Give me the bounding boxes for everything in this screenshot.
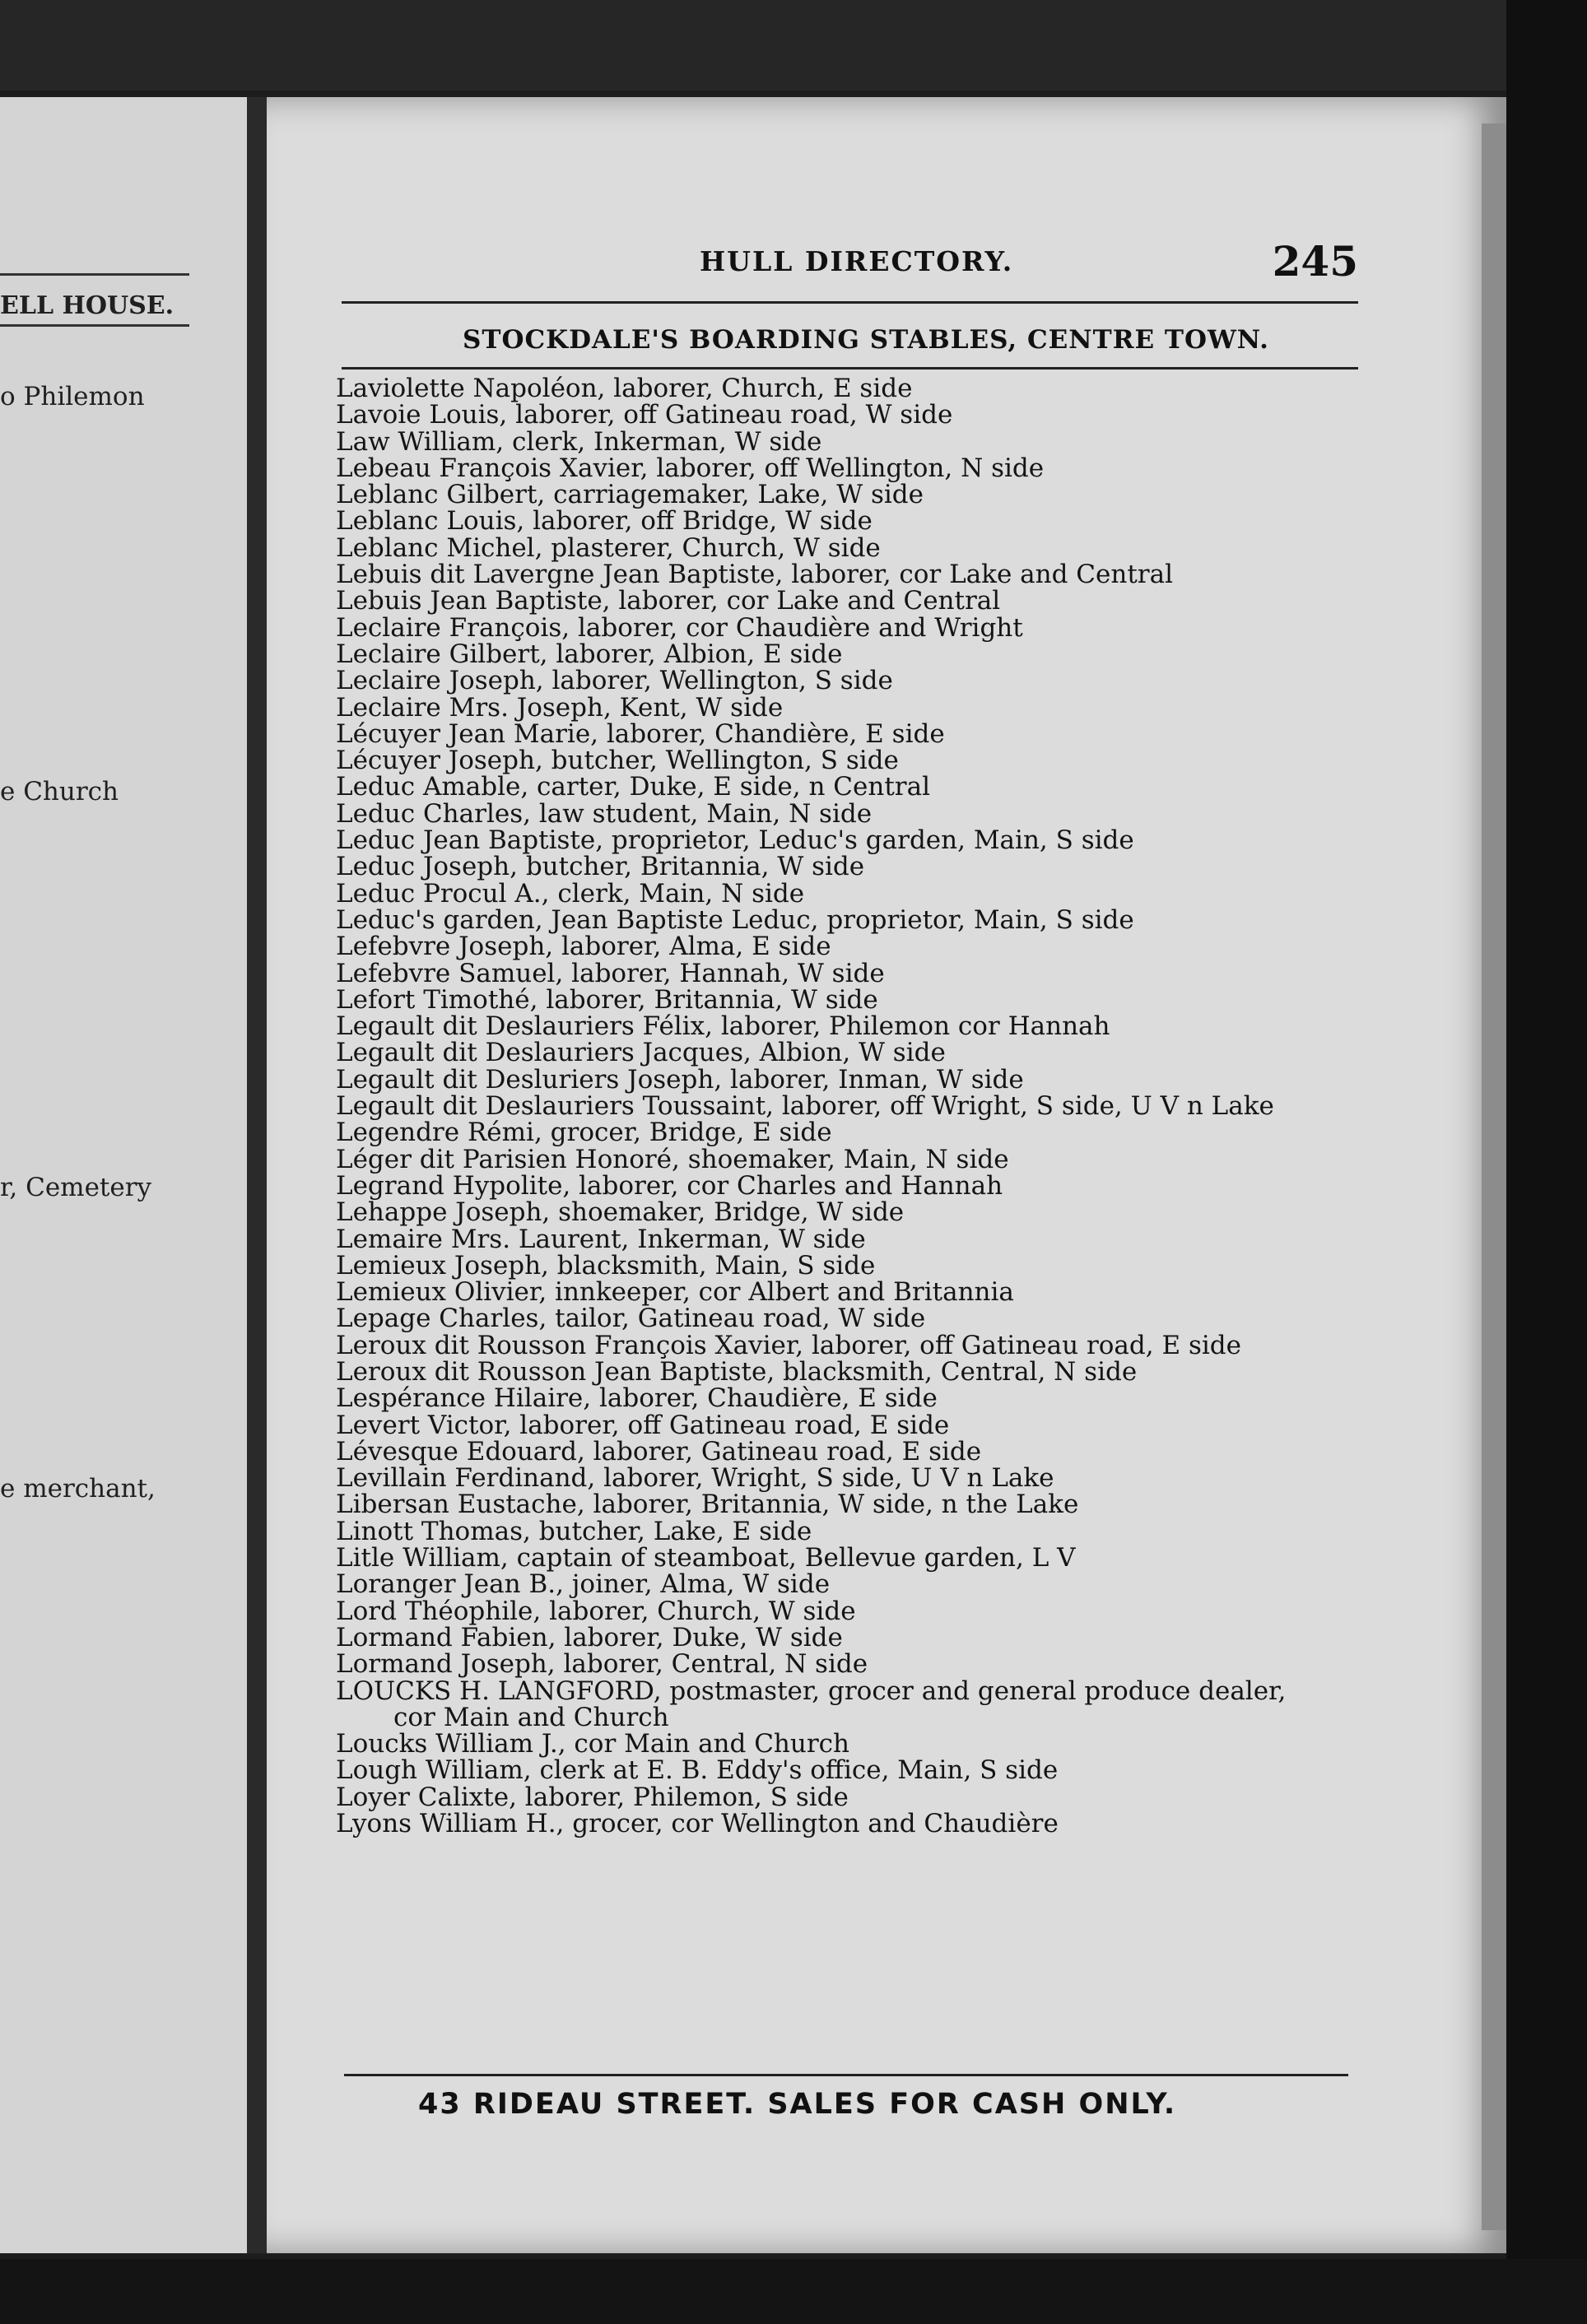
- directory-entry: Leclaire Gilbert, laborer, Albion, E side: [336, 639, 843, 669]
- facing-page-fragment: e Church: [0, 777, 119, 806]
- directory-entries: [336, 375, 1365, 1837]
- directory-entry: Lehappe Joseph, shoemaker, Bridge, W side: [336, 1197, 905, 1228]
- header-rule: [342, 301, 1358, 304]
- directory-entry: Lévesque Edouard, laborer, Gatineau road, E side: [336, 1436, 982, 1466]
- directory-entry: Lavoie Louis, laborer, off Gatineau road, W side: [336, 400, 953, 430]
- directory-entry: Lefebvre Samuel, laborer, Hannah, W side: [336, 958, 885, 988]
- directory-entry: Leclaire François, laborer, cor Chaudière and Wright: [336, 612, 1023, 643]
- directory-entry: Leduc Procul A., clerk, Main, N side: [336, 878, 805, 909]
- directory-entry: Libersan Eustache, laborer, Britannia, W side, n the Lake: [336, 1490, 1079, 1520]
- directory-entry: Lepage Charles, tailor, Gatineau road, W side: [336, 1304, 926, 1334]
- directory-entry: Lebuis Jean Baptiste, laborer, cor Lake and Central: [336, 586, 1001, 616]
- footer-rule: [344, 2074, 1348, 2076]
- directory-entry: Leduc Charles, law student, Main, N side: [336, 798, 873, 829]
- directory-entry: Leblanc Louis, laborer, off Bridge, W side: [336, 506, 873, 537]
- directory-entry: Leblanc Michel, plasterer, Church, W side: [336, 532, 881, 563]
- directory-entry: Lebuis dit Lavergne Jean Baptiste, laborer, cor Lake and Central: [336, 560, 1174, 590]
- directory-entry: Lebeau François Xavier, laborer, off Wellington, N side: [336, 453, 1045, 483]
- film-border-right: [1506, 0, 1587, 2324]
- directory-entry: Lécuyer Joseph, butcher, Wellington, S side: [336, 746, 899, 776]
- directory-entry: Leclaire Mrs. Joseph, Kent, W side: [336, 692, 784, 723]
- facing-page-rule: [0, 324, 189, 327]
- film-border-top: [0, 0, 1587, 91]
- directory-entry: Léger dit Parisien Honoré, shoemaker, Main, N side: [336, 1144, 1009, 1174]
- page-number: 245: [1272, 237, 1358, 286]
- directory-entry: Lemaire Mrs. Laurent, Inkerman, W side: [336, 1224, 866, 1254]
- directory-entry: Lormand Fabien, laborer, Duke, W side: [336, 1622, 843, 1652]
- directory-entry: Laviolette Napoléon, laborer, Church, E side: [336, 374, 913, 403]
- facing-page-header: ELL HOUSE.: [0, 291, 175, 320]
- directory-entry: Leclaire Joseph, laborer, Wellington, S side: [336, 666, 893, 696]
- facing-page-fragment: e merchant,: [0, 1474, 156, 1504]
- directory-entry: Leduc's garden, Jean Baptiste Leduc, proprietor, Main, S side: [336, 904, 1134, 935]
- directory-entry-continuation: cor Main and Church: [393, 1702, 669, 1732]
- directory-entry: Linott Thomas, butcher, Lake, E side: [336, 1516, 812, 1546]
- header-rule: [342, 367, 1358, 370]
- directory-entry: Legault dit Deslauriers Félix, laborer, Philemon cor Hannah: [336, 1011, 1110, 1042]
- directory-entry: Lyons William H., grocer, cor Wellington and Chaudière: [336, 1809, 1059, 1839]
- running-header: [346, 237, 1358, 295]
- directory-entry: Lefort Timothé, laborer, Britannia, W side: [336, 984, 878, 1015]
- top-advertisement: STOCKDALE'S BOARDING STABLES, CENTRE TOWN.: [463, 325, 1269, 355]
- facing-page: [0, 97, 247, 2253]
- directory-entry: Leduc Joseph, butcher, Britannia, W side: [336, 852, 865, 882]
- directory-entry: Levert Victor, laborer, off Gatineau road, E side: [336, 1410, 950, 1440]
- directory-entry: Leroux dit Rousson François Xavier, laborer, off Gatineau road, E side: [336, 1330, 1241, 1360]
- directory-entry: Legault dit Desluriers Joseph, laborer, Inman, W side: [336, 1064, 1024, 1095]
- facing-page-fragment: o Philemon: [0, 382, 145, 411]
- directory-entry: Levillain Ferdinand, laborer, Wright, S side, U V n Lake: [336, 1463, 1054, 1494]
- directory-entry: Loucks William J., cor Main and Church: [336, 1729, 850, 1759]
- bottom-advertisement: 43 RIDEAU STREET. SALES FOR CASH ONLY.: [418, 2088, 1177, 2121]
- directory-entry: Leduc Jean Baptiste, proprietor, Leduc's garden, Main, S side: [336, 825, 1134, 856]
- directory-entry: Lormand Joseph, laborer, Central, N side: [336, 1649, 868, 1680]
- facing-page-fragment: r, Cemetery: [0, 1173, 152, 1202]
- directory-entry: Leroux dit Rousson Jean Baptiste, blacksmith, Central, N side: [336, 1356, 1138, 1387]
- directory-entry: Legault dit Deslauriers Jacques, Albion, W side: [336, 1038, 946, 1068]
- directory-entry: Lemieux Olivier, innkeeper, cor Albert and Britannia: [336, 1277, 1014, 1308]
- directory-entry: Lefebvre Joseph, laborer, Alma, E side: [336, 932, 831, 962]
- page-title: HULL DIRECTORY.: [700, 245, 1014, 277]
- directory-entry: Law William, clerk, Inkerman, W side: [336, 426, 822, 457]
- directory-entry: Loranger Jean B., joiner, Alma, W side: [336, 1569, 831, 1600]
- directory-entry: Lord Théophile, laborer, Church, W side: [336, 1596, 856, 1626]
- directory-entry: Litle William, captain of steamboat, Bellevue garden, L V: [336, 1543, 1076, 1573]
- directory-entry: Loyer Calixte, laborer, Philemon, S side: [336, 1782, 849, 1812]
- directory-entry: Lécuyer Jean Marie, laborer, Chandière, E side: [336, 718, 945, 749]
- directory-entry: Lough William, clerk at E. B. Eddy's office, Main, S side: [336, 1755, 1059, 1786]
- facing-page-rule: [0, 273, 189, 276]
- directory-entry: Lespérance Hilaire, laborer, Chaudière, E side: [336, 1383, 938, 1414]
- directory-entry: Leduc Amable, carter, Duke, E side, n Central: [336, 772, 931, 802]
- directory-entry: Legendre Rémi, grocer, Bridge, E side: [336, 1118, 832, 1148]
- directory-entry: Lemieux Joseph, blacksmith, Main, S side: [336, 1250, 876, 1281]
- directory-entry: Leblanc Gilbert, carriagemaker, Lake, W side: [336, 480, 924, 510]
- page-gutter: [247, 97, 267, 2253]
- directory-entry: Legault dit Deslauriers Toussaint, laborer, off Wright, S side, U V n Lake: [336, 1091, 1274, 1122]
- directory-entry: LOUCKS H. LANGFORD, postmaster, grocer and general produce dealer,: [336, 1676, 1287, 1706]
- directory-entry: Legrand Hypolite, laborer, cor Charles and Hannah: [336, 1170, 1003, 1201]
- page-edge: [1482, 123, 1506, 2230]
- film-border-bottom: [0, 2259, 1587, 2324]
